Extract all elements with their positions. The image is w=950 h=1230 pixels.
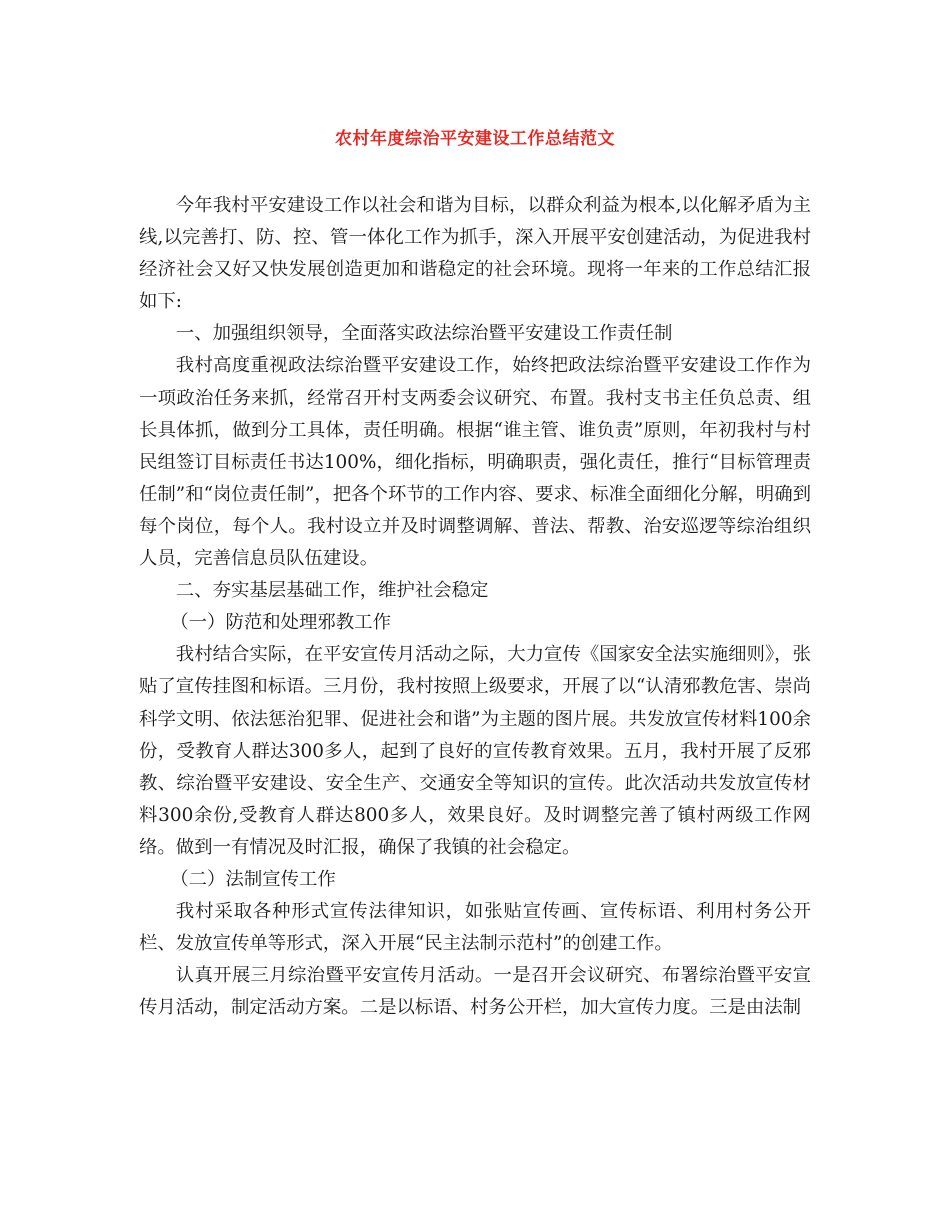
subsection-heading-1: （一）防范和处理邪教工作 bbox=[170, 612, 391, 634]
document-title: 农村年度综治平安建设工作总结范文 bbox=[335, 129, 615, 149]
paragraph-subsection-2b: 认真开展三月综治暨平安宣传月活动。一是召开会议研究、布署综治暨平安宣传月活动，制定活动方案。二是以标语、村务公开栏，加大宣传力度。三是由法制 bbox=[139, 965, 811, 1019]
paragraph-subsection-1: 我村结合实际，在平安宣传月活动之际，大力宣传《国家安全法实施细则》，张贴了宣传挂图和标语。三月份，我村按照上级要求，开展了以“认清邪教危害、崇尚科学文明、依法惩治犯罪、促进社会和谐”为主题的图片展。共发放宣传材料100余份，受教育人群达300多人，起到了良好的宣传教育效果。五月，我村开展了反邪教、综治暨平安建设、安全生产、交通安全等知识的宣传。此次活动共发放宣传材料300余份,受教育人群达800多人，效果良好。及时调整完善了镇村两级工作网络。做到一有情况及时汇报，确保了我镇的社会稳定。 bbox=[139, 644, 811, 858]
paragraph-section-1: 我村高度重视政法综治暨平安建设工作，始终把政法综治暨平安建设工作作为一项政治任务来抓，经常召开村支两委会议研究、布置。我村支书主任负总责、组长具体抓，做到分工具体，责任明确。根据“谁主管、谁负责”原则，年初我村与村民组签订目标责任书达100%，细化指标，明确职责，强化责任，推行“目标管理责任制”和“岗位责任制”，把各个环节的工作内容、要求、标准全面细化分解，明确到每个岗位，每个人。我村设立并及时调整调解、普法、帮教、治安巡逻等综治组织人员，完善信息员队伍建设。 bbox=[139, 355, 811, 570]
paragraph-intro: 今年我村平安建设工作以社会和谐为目标，以群众利益为根本,以化解矛盾为主线,以完善打、防、控、管一体化工作为抓手，深入开展平安创建活动，为促进我村经济社会又好又快发展创造更加和谐稳定的社会环境。现将一年来的工作总结汇报如下: bbox=[139, 195, 811, 313]
document-body bbox=[139, 190, 811, 1024]
section-heading-2: 二、夯实基层基础工作，维护社会稳定 bbox=[175, 580, 489, 602]
subsection-heading-2: （二）法制宣传工作 bbox=[170, 868, 336, 890]
section-heading-1: 一、加强组织领导，全面落实政法综治暨平安建设工作责任制 bbox=[175, 323, 673, 345]
paragraph-subsection-2: 我村采取各种形式宣传法律知识，如张贴宣传画、宣传标语、利用村务公开栏、发放宣传单等形式，深入开展“民主法制示范村”的创建工作。 bbox=[139, 901, 811, 955]
